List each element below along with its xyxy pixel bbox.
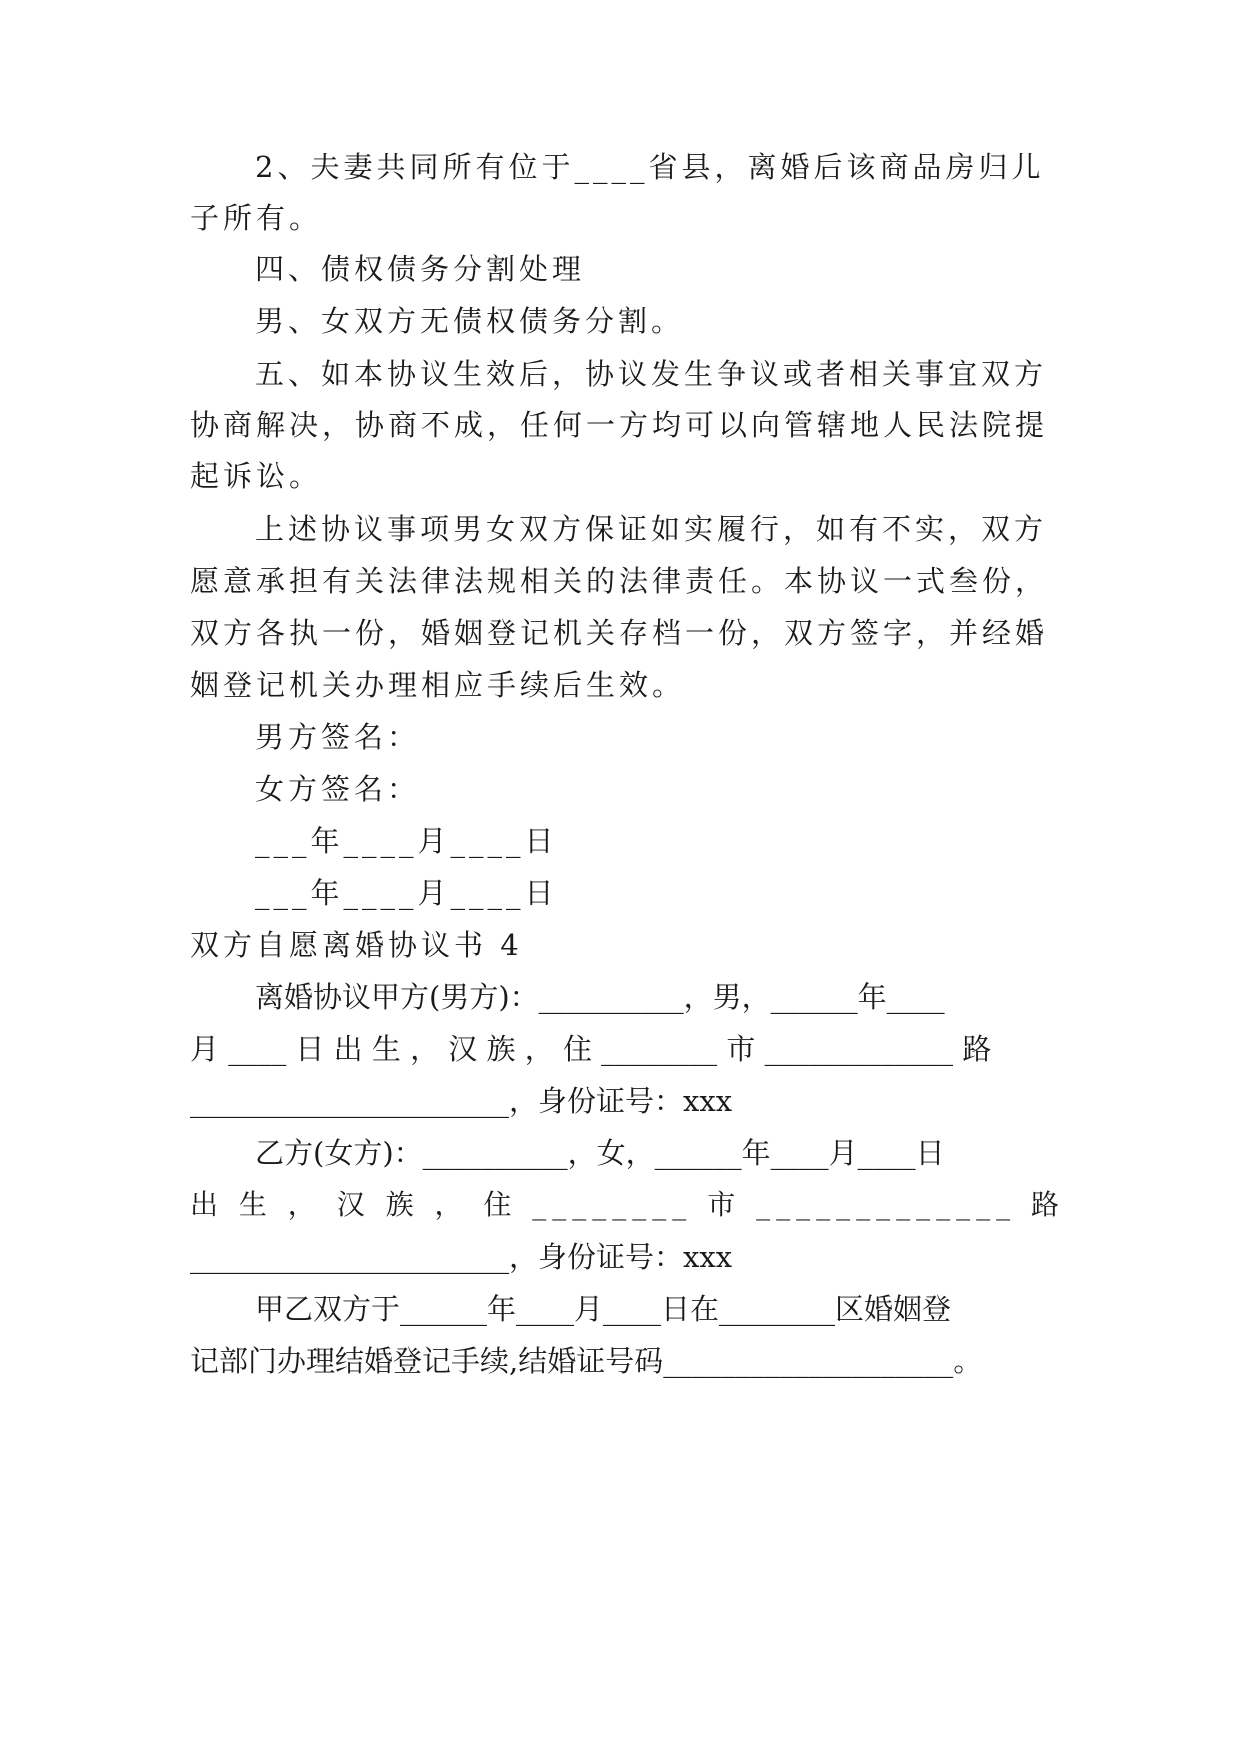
document-title: 双方自愿离婚协议书 4 [190,928,523,962]
party-b-line: 出 生 ， 汉 族 ， 住 ________ 市 _____________ 路 [190,1188,1066,1221]
date-line: ___年____月____日 [255,876,558,910]
paragraph-line: 姻登记机关办理相应手续后生效。 [190,668,686,702]
male-signature-label: 男方签名： [255,720,421,754]
section-heading: 四、债权债务分割处理 [255,252,586,286]
paragraph-line: 协商解决，协商不成，任何一方均可以向管辖地人民法院提 [190,408,1049,442]
paragraph-line: 上述协议事项男女双方保证如实履行，如有不实，双方 [255,512,1048,546]
female-signature-label: 女方签名： [255,772,421,806]
party-b-line: 乙方(女方)：__________，女，______年____月____日 [255,1136,945,1170]
paragraph-line: 双方各执一份，婚姻登记机关存档一份，双方签字，并经婚 [190,616,1049,650]
paragraph-line: 男、女双方无债权债务分割。 [255,304,685,338]
paragraph-line: 子所有。 [190,201,323,235]
paragraph-line: 愿意承担有关法律法规相关的法律责任。本协议一式叁份， [190,564,1049,598]
paragraph-line: 起诉讼。 [190,459,323,493]
marriage-registration-line: 甲乙双方于______年____月____日在________区婚姻登 [255,1292,952,1326]
party-a-line: 离婚协议甲方(男方)：__________，男，______年____ [255,980,945,1014]
date-line: ___年____月____日 [255,824,558,858]
paragraph-line: 五、如本协议生效后，协议发生争议或者相关事宜双方 [255,357,1048,391]
party-b-id-line: ______________________，身份证号：xxx [190,1240,733,1274]
marriage-registration-line: 记部门办理结婚登记手续,结婚证号码____________________。 [190,1344,983,1378]
paragraph-line: 2、夫妻共同所有位于____省县，离婚后该商品房归儿 [255,150,1045,184]
party-a-id-line: ______________________，身份证号：xxx [190,1084,733,1118]
party-a-line: 月 ____ 日 出 生 ， 汉 族 ， 住 ________ 市 _____________ 路 [190,1032,992,1066]
